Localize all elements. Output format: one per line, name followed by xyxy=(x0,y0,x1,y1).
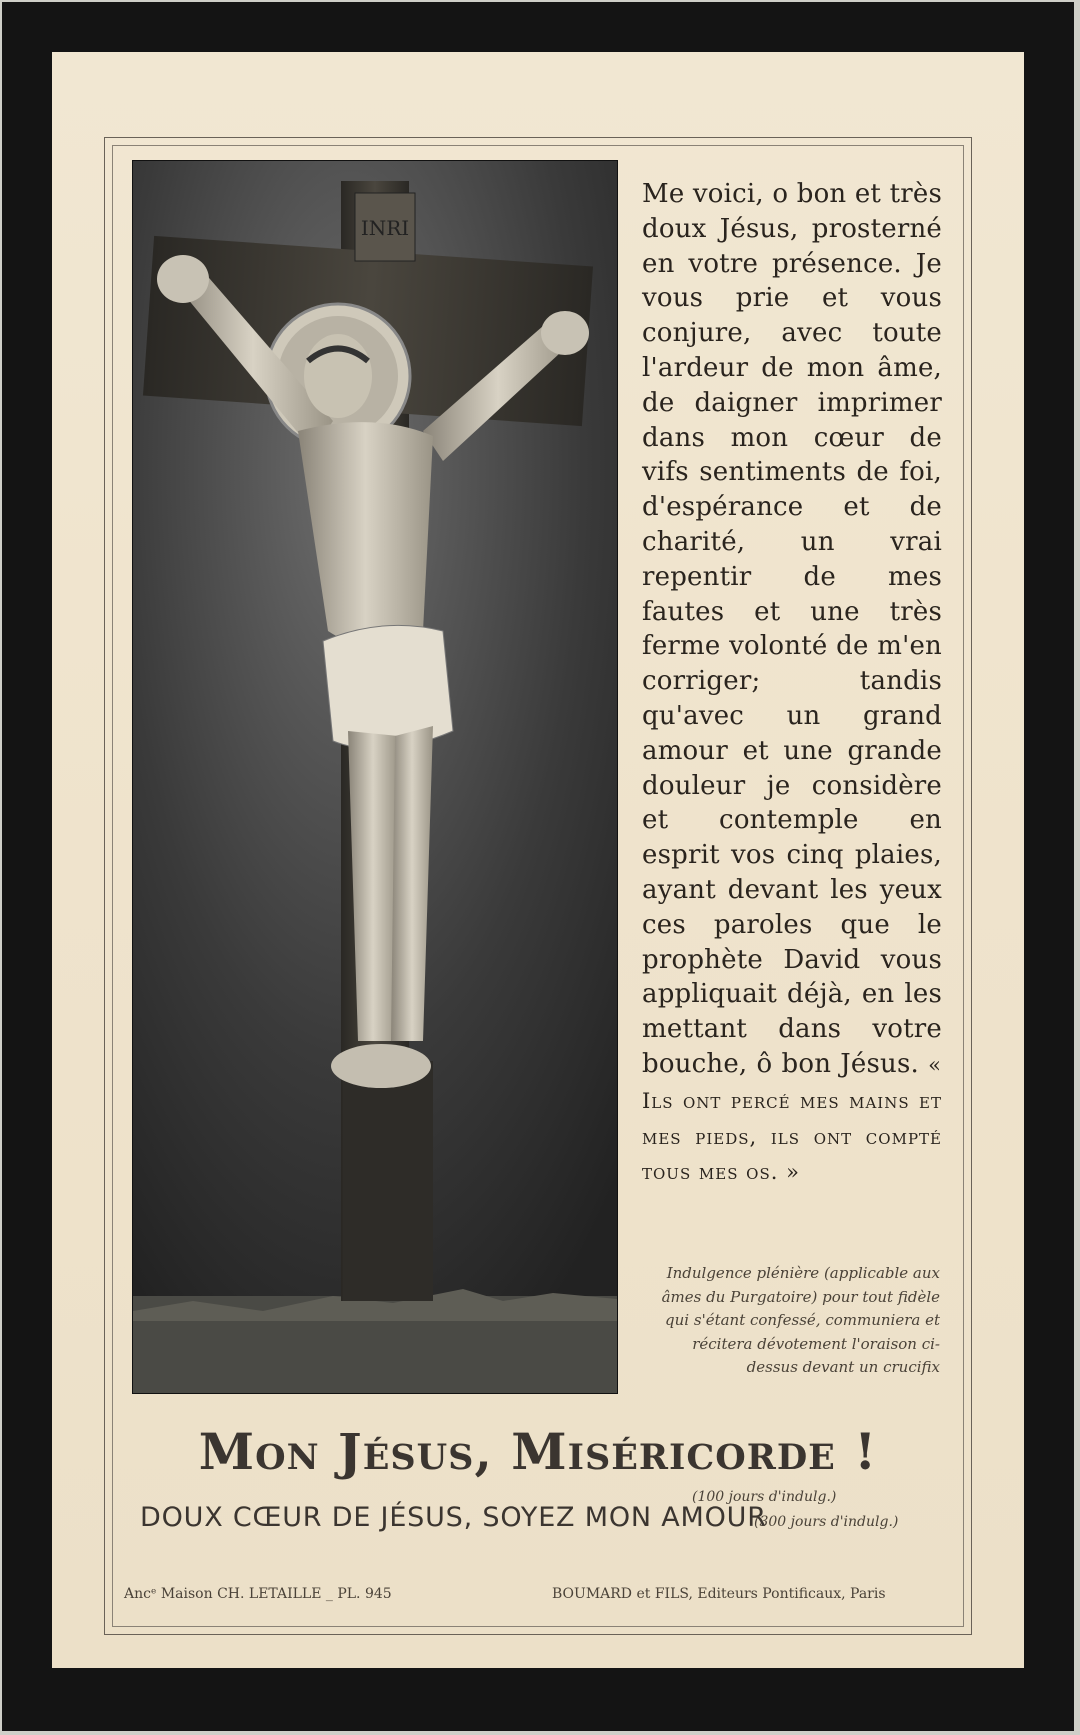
subtitle-indulgence-note: (300 jours d'indulg.) xyxy=(754,1514,899,1530)
titulus-text: INRI xyxy=(360,216,410,240)
loincloth xyxy=(323,625,453,749)
feet xyxy=(331,1044,431,1088)
left-hand xyxy=(157,255,209,303)
publisher-imprint: BOUMARD et FILS, Editeurs Pontificaux, Paris xyxy=(552,1586,886,1602)
title-indulgence-note: (100 jours d'indulg.) xyxy=(692,1489,837,1505)
card-paper xyxy=(52,52,1024,1668)
right-hand xyxy=(541,311,589,355)
cross-base-block xyxy=(343,1061,433,1301)
card-title: Mon Jésus, Miséricorde ! xyxy=(198,1422,878,1481)
indulgence-note: Indulgence plénière (applicable aux âmes du Purgatoire) pour tout fidèle qui s'étant confessé, communiera et récitera dévotement l'oraison ci-dessus devant un crucifix xyxy=(661,1264,940,1376)
crucifix-illustration xyxy=(133,161,617,1393)
printer-imprint: Ancᵉ Maison CH. LETAILLE _ PL. 945 xyxy=(124,1586,392,1602)
prayer-quotation: « Ils ont percé mes mains et mes pieds, ils ont compté tous mes os. » xyxy=(642,1052,942,1185)
mourning-card-border xyxy=(2,2,1074,1731)
crucifixion-engraving xyxy=(132,160,618,1394)
card-subtitle: DOUX CŒUR DE JÉSUS, SOYEZ MON AMOUR xyxy=(140,1502,767,1533)
prayer-text xyxy=(642,177,942,1190)
prayer-body: très doux Jésus, prosterné en votre présence. Je vous prie et vous conjure, avec toute l'ardeur de mon âme, de daigner imprimer dans mon cœur de vifs sentiments de foi, d'espérance et de charité, un vrai repentir de mes fautes et une très ferme volonté de m'en corriger; tandis qu'avec un grand amour et une grande douleur je considère et contemple en esprit vos cinq plaies, ayant devant les yeux ces paroles que le prophète David vous appliquait déjà, en les mettant dans votre bouche, ô bon Jésus. xyxy=(642,179,943,1079)
prayer-opening: Me voici, o bon et xyxy=(642,179,882,209)
